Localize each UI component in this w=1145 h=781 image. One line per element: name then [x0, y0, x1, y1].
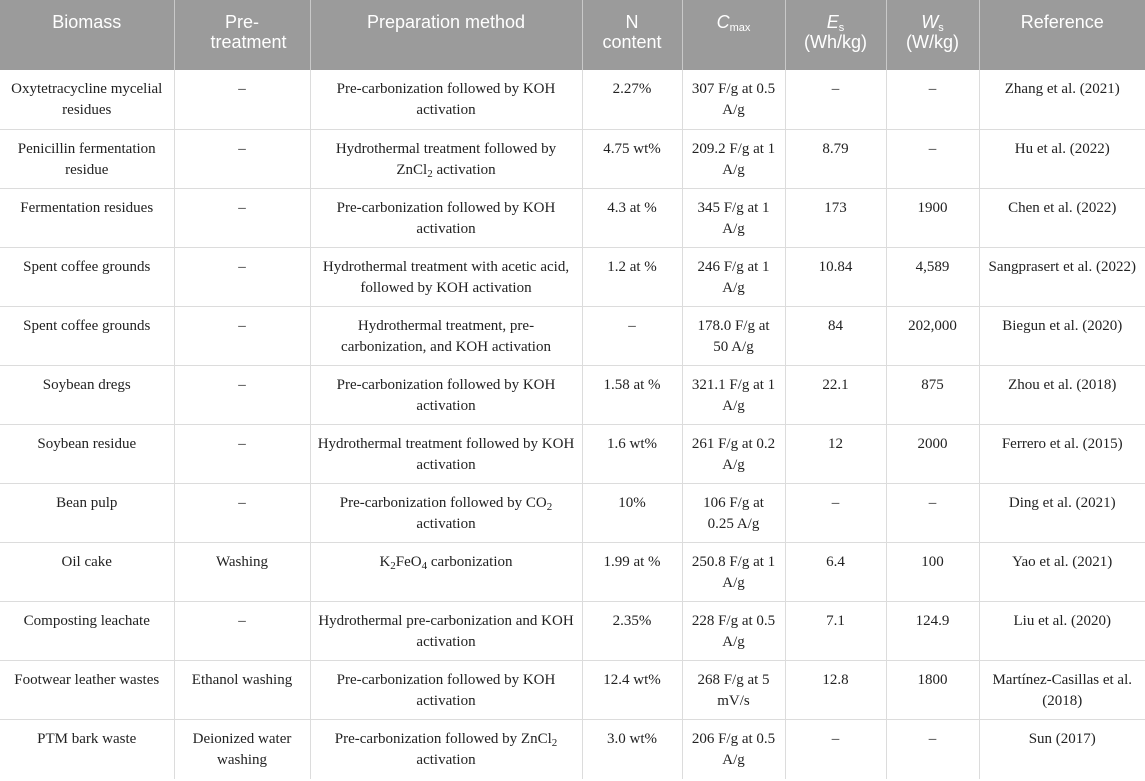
cell-cmax: 106 F/g at 0.25 A/g — [682, 483, 785, 542]
cell-reference: Yao et al. (2021) — [979, 542, 1145, 601]
header-n-content: N content — [582, 0, 682, 70]
cell-biomass: Penicillin fermentation residue — [0, 129, 174, 188]
cell-reference: Biegun et al. (2020) — [979, 306, 1145, 365]
cell-pretreatment: – — [174, 601, 310, 660]
table-row — [0, 365, 1145, 424]
cell-biomass: Footwear leather wastes — [0, 660, 174, 719]
cell-reference: Chen et al. (2022) — [979, 188, 1145, 247]
header-reference: Reference — [979, 0, 1145, 70]
cell-energy-density: 12 — [785, 424, 886, 483]
header-energy-density: $E_s$ (Wh/kg) — [785, 0, 886, 70]
cell-cmax: 228 F/g at 0.5 A/g — [682, 601, 785, 660]
cell-preparation-method: $K_2FeO_4$ carbonization — [310, 542, 582, 601]
cell-pretreatment: – — [174, 483, 310, 542]
header-power-density: $W_s$ (W/kg) — [886, 0, 979, 70]
cell-biomass: Oil cake — [0, 542, 174, 601]
cell-n-content: 2.35% — [582, 601, 682, 660]
table-row — [0, 542, 1145, 601]
cell-preparation-method: Pre-carbonization followed by KOH activation — [310, 70, 582, 129]
cell-biomass: Soybean residue — [0, 424, 174, 483]
cell-n-content: 3.0 wt% — [582, 719, 682, 779]
cell-power-density: – — [886, 483, 979, 542]
cell-energy-density: 12.8 — [785, 660, 886, 719]
cell-cmax: 246 F/g at 1 A/g — [682, 247, 785, 306]
cell-cmax: 307 F/g at 0.5 A/g — [682, 70, 785, 129]
cell-cmax: 206 F/g at 0.5 A/g — [682, 719, 785, 779]
cell-preparation-method: Hydrothermal treatment with acetic acid, followed by KOH activation — [310, 247, 582, 306]
cell-reference: Sun (2017) — [1028, 730, 1096, 747]
table-row — [0, 424, 1145, 483]
cell-pretreatment: – — [174, 306, 310, 365]
cell-preparation-method: Pre-carbonization followed by KOH activation — [310, 660, 582, 719]
cell-biomass: PTM bark waste — [0, 719, 174, 779]
cell-power-density: – — [886, 129, 979, 188]
cell-power-density: – — [886, 719, 979, 779]
cell-cmax: 209.2 F/g at 1 A/g — [682, 129, 785, 188]
cell-energy-density: 7.1 — [785, 601, 886, 660]
cell-energy-density: – — [785, 70, 886, 129]
cell-n-content: 4.75 wt% — [582, 129, 682, 188]
cell-preparation-method: Pre-carbonization followed by KOH activation — [310, 188, 582, 247]
header-pretreatment: Pre-treatment — [174, 0, 310, 70]
cell-reference: Martínez-Casillas et al. (2018) — [979, 660, 1145, 719]
header-cmax: $C_{max}$ — [682, 0, 785, 70]
cell-reference: Liu et al. (2020) — [979, 601, 1145, 660]
cell-cmax: 261 F/g at 0.2 A/g — [682, 424, 785, 483]
cell-energy-density: 173 — [785, 188, 886, 247]
cell-reference: Hu et al. (2022) — [979, 129, 1145, 188]
cell-power-density: – — [886, 70, 979, 129]
cell-n-content: 4.3 at % — [582, 188, 682, 247]
cell-energy-density: – — [785, 483, 886, 542]
cell-cmax: 345 F/g at 1 A/g — [682, 188, 785, 247]
cell-preparation-method: Hydrothermal treatment followed by ZnCl$_2$ activation — [310, 129, 582, 188]
cell-pretreatment: Washing — [174, 542, 310, 601]
table-body — [0, 70, 1145, 779]
cell-n-content: 2.27% — [582, 70, 682, 129]
cell-cmax: 250.8 F/g at 1 A/g — [682, 542, 785, 601]
cell-preparation-method: Hydrothermal pre-carbonization and KOH activation — [310, 601, 582, 660]
cell-preparation-method: Hydrothermal treatment followed by KOH activation — [310, 424, 582, 483]
cell-power-density: 875 — [886, 365, 979, 424]
cell-cmax: 321.1 F/g at 1 A/g — [682, 365, 785, 424]
cell-biomass: Oxytetracycline mycelial residues — [0, 70, 174, 129]
cell-power-density: 124.9 — [886, 601, 979, 660]
cell-biomass: Spent coffee grounds — [0, 306, 174, 365]
cell-reference: Zhang et al. (2021) — [979, 70, 1145, 129]
table-row — [0, 129, 1145, 188]
table-row — [0, 247, 1145, 306]
cell-power-density: 100 — [886, 542, 979, 601]
cell-biomass: Soybean dregs — [0, 365, 174, 424]
header-biomass: Biomass — [0, 0, 174, 70]
cell-n-content: 10% — [582, 483, 682, 542]
cell-power-density: 1800 — [886, 660, 979, 719]
table-header — [0, 0, 1145, 70]
cell-pretreatment: – — [174, 70, 310, 129]
cell-power-density: 202,000 — [886, 306, 979, 365]
table-row — [0, 660, 1145, 719]
cell-biomass: Fermentation residues — [0, 188, 174, 247]
cell-preparation-method: Hydrothermal treatment, pre-carbonization, and KOH activation — [310, 306, 582, 365]
cell-pretreatment: – — [174, 129, 310, 188]
cell-energy-density: 6.4 — [785, 542, 886, 601]
cell-reference: Ferrero et al. (2015) — [979, 424, 1145, 483]
cell-n-content: 12.4 wt% — [582, 660, 682, 719]
cell-energy-density: 8.79 — [785, 129, 886, 188]
cell-pretreatment: – — [174, 424, 310, 483]
cell-power-density: 4,589 — [886, 247, 979, 306]
cell-pretreatment: – — [174, 365, 310, 424]
cell-energy-density: – — [785, 719, 886, 779]
cell-biomass: Spent coffee grounds — [0, 247, 174, 306]
header-row — [0, 0, 1145, 70]
cell-cmax: 268 F/g at 5 mV/s — [682, 660, 785, 719]
cell-n-content: – — [582, 306, 682, 365]
cell-pretreatment: Ethanol washing — [174, 660, 310, 719]
table-row — [0, 483, 1145, 542]
table-row — [0, 70, 1145, 129]
cell-reference: Zhou et al. (2018) — [979, 365, 1145, 424]
cell-biomass: Bean pulp — [0, 483, 174, 542]
cell-reference: Ding et al. (2021) — [979, 483, 1145, 542]
cell-energy-density: 22.1 — [785, 365, 886, 424]
table-row — [0, 188, 1145, 247]
table-row — [0, 601, 1145, 660]
cell-n-content: 1.2 at % — [582, 247, 682, 306]
cell-biomass: Composting leachate — [0, 601, 174, 660]
cell-energy-density: 10.84 — [785, 247, 886, 306]
cell-preparation-method: Pre-carbonization followed by $CO_2$ activation — [310, 483, 582, 542]
cell-n-content: 1.58 at % — [582, 365, 682, 424]
cell-power-density: 1900 — [886, 188, 979, 247]
cell-n-content: 1.99 at % — [582, 542, 682, 601]
cell-reference: Sangprasert et al. (2022) — [979, 247, 1145, 306]
cell-preparation-method: Pre-carbonization followed by ZnCl$_2$ activation — [310, 719, 582, 779]
cell-power-density: 2000 — [886, 424, 979, 483]
table-row — [0, 306, 1145, 365]
header-preparation-method: Preparation method — [310, 0, 582, 70]
cell-pretreatment: – — [174, 247, 310, 306]
table-row — [0, 719, 1145, 779]
cell-pretreatment: – — [174, 188, 310, 247]
cell-pretreatment: Deionized water washing — [174, 719, 310, 779]
cell-energy-density: 84 — [785, 306, 886, 365]
cell-preparation-method: Pre-carbonization followed by KOH activation — [310, 365, 582, 424]
cell-n-content: 1.6 wt% — [582, 424, 682, 483]
cell-cmax: 178.0 F/g at 50 A/g — [682, 306, 785, 365]
